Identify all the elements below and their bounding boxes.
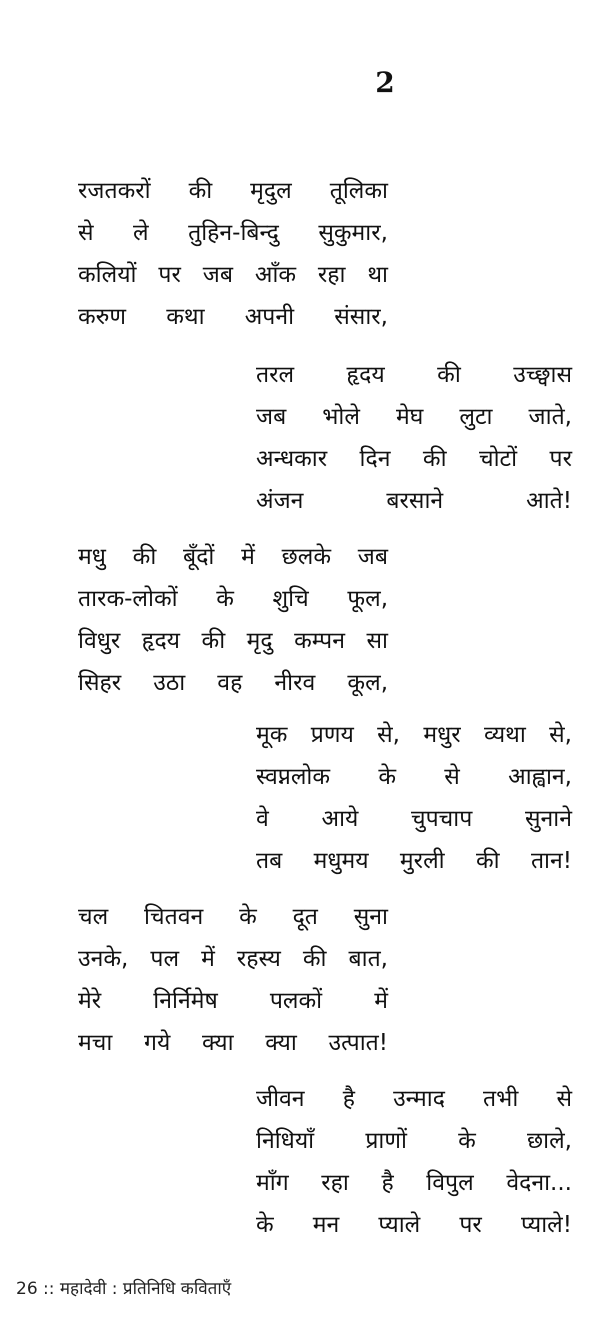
poem-line: जीवन है उन्माद तभी से [256, 1086, 572, 1112]
poem-line: चल चितवन के दूत सुना [78, 904, 388, 930]
poem-line: मधु की बूँदों में छलके जब [78, 544, 388, 570]
poem-line: से ले तुहिन-बिन्दु सुकुमार, [78, 220, 388, 246]
stanza-2 [256, 354, 572, 522]
poem-line: सिहर उठा वह नीरव कूल, [78, 670, 388, 696]
stanza-3 [78, 536, 388, 704]
poem-line: माँग रहा है विपुल वेदना... [256, 1170, 572, 1196]
poem-line: मचा गये क्या क्या उत्पात! [78, 1030, 388, 1056]
stanza-6 [256, 1078, 572, 1246]
stanza-5 [78, 896, 388, 1064]
poem-line: मेरे निर्निमेष पलकों में [78, 988, 388, 1014]
poem-line: मूक प्रणय से, मधुर व्यथा से, [256, 722, 572, 748]
poem-line: तारक-लोकों के शुचि फूल, [78, 586, 388, 612]
poem-line: तरल हृदय की उच्छ्वास [256, 362, 572, 388]
stanza-1 [78, 170, 388, 338]
poem-line: निधियाँ प्राणों के छाले, [256, 1128, 572, 1154]
poem-line: अन्धकार दिन की चोटों पर [256, 446, 572, 472]
poem-line: तब मधुमय मुरली की तान! [256, 848, 572, 874]
poem-line: विधुर हृदय की मृदु कम्पन सा [78, 628, 388, 654]
poem-line: करुण कथा अपनी संसार, [78, 304, 388, 330]
stanza-4 [256, 714, 572, 882]
page-number: 2 [375, 66, 395, 99]
poem-line: रजतकरों की मृदुल तूलिका [78, 178, 388, 204]
poem-line: अंजन बरसाने आते! [256, 488, 572, 514]
poem-line: कलियों पर जब आँक रहा था [78, 262, 388, 288]
poem-line: उनके, पल में रहस्य की बात, [78, 946, 388, 972]
poem-line: के मन प्याले पर प्याले! [256, 1212, 572, 1238]
poem-line: वे आये चुपचाप सुनाने [256, 806, 572, 832]
poem-line: जब भोले मेघ लुटा जाते, [256, 404, 572, 430]
poem-line: स्वप्नलोक के से आह्वान, [256, 764, 572, 790]
page-footer: 26 :: महादेवी : प्रतिनिधि कविताएँ [16, 1279, 232, 1299]
